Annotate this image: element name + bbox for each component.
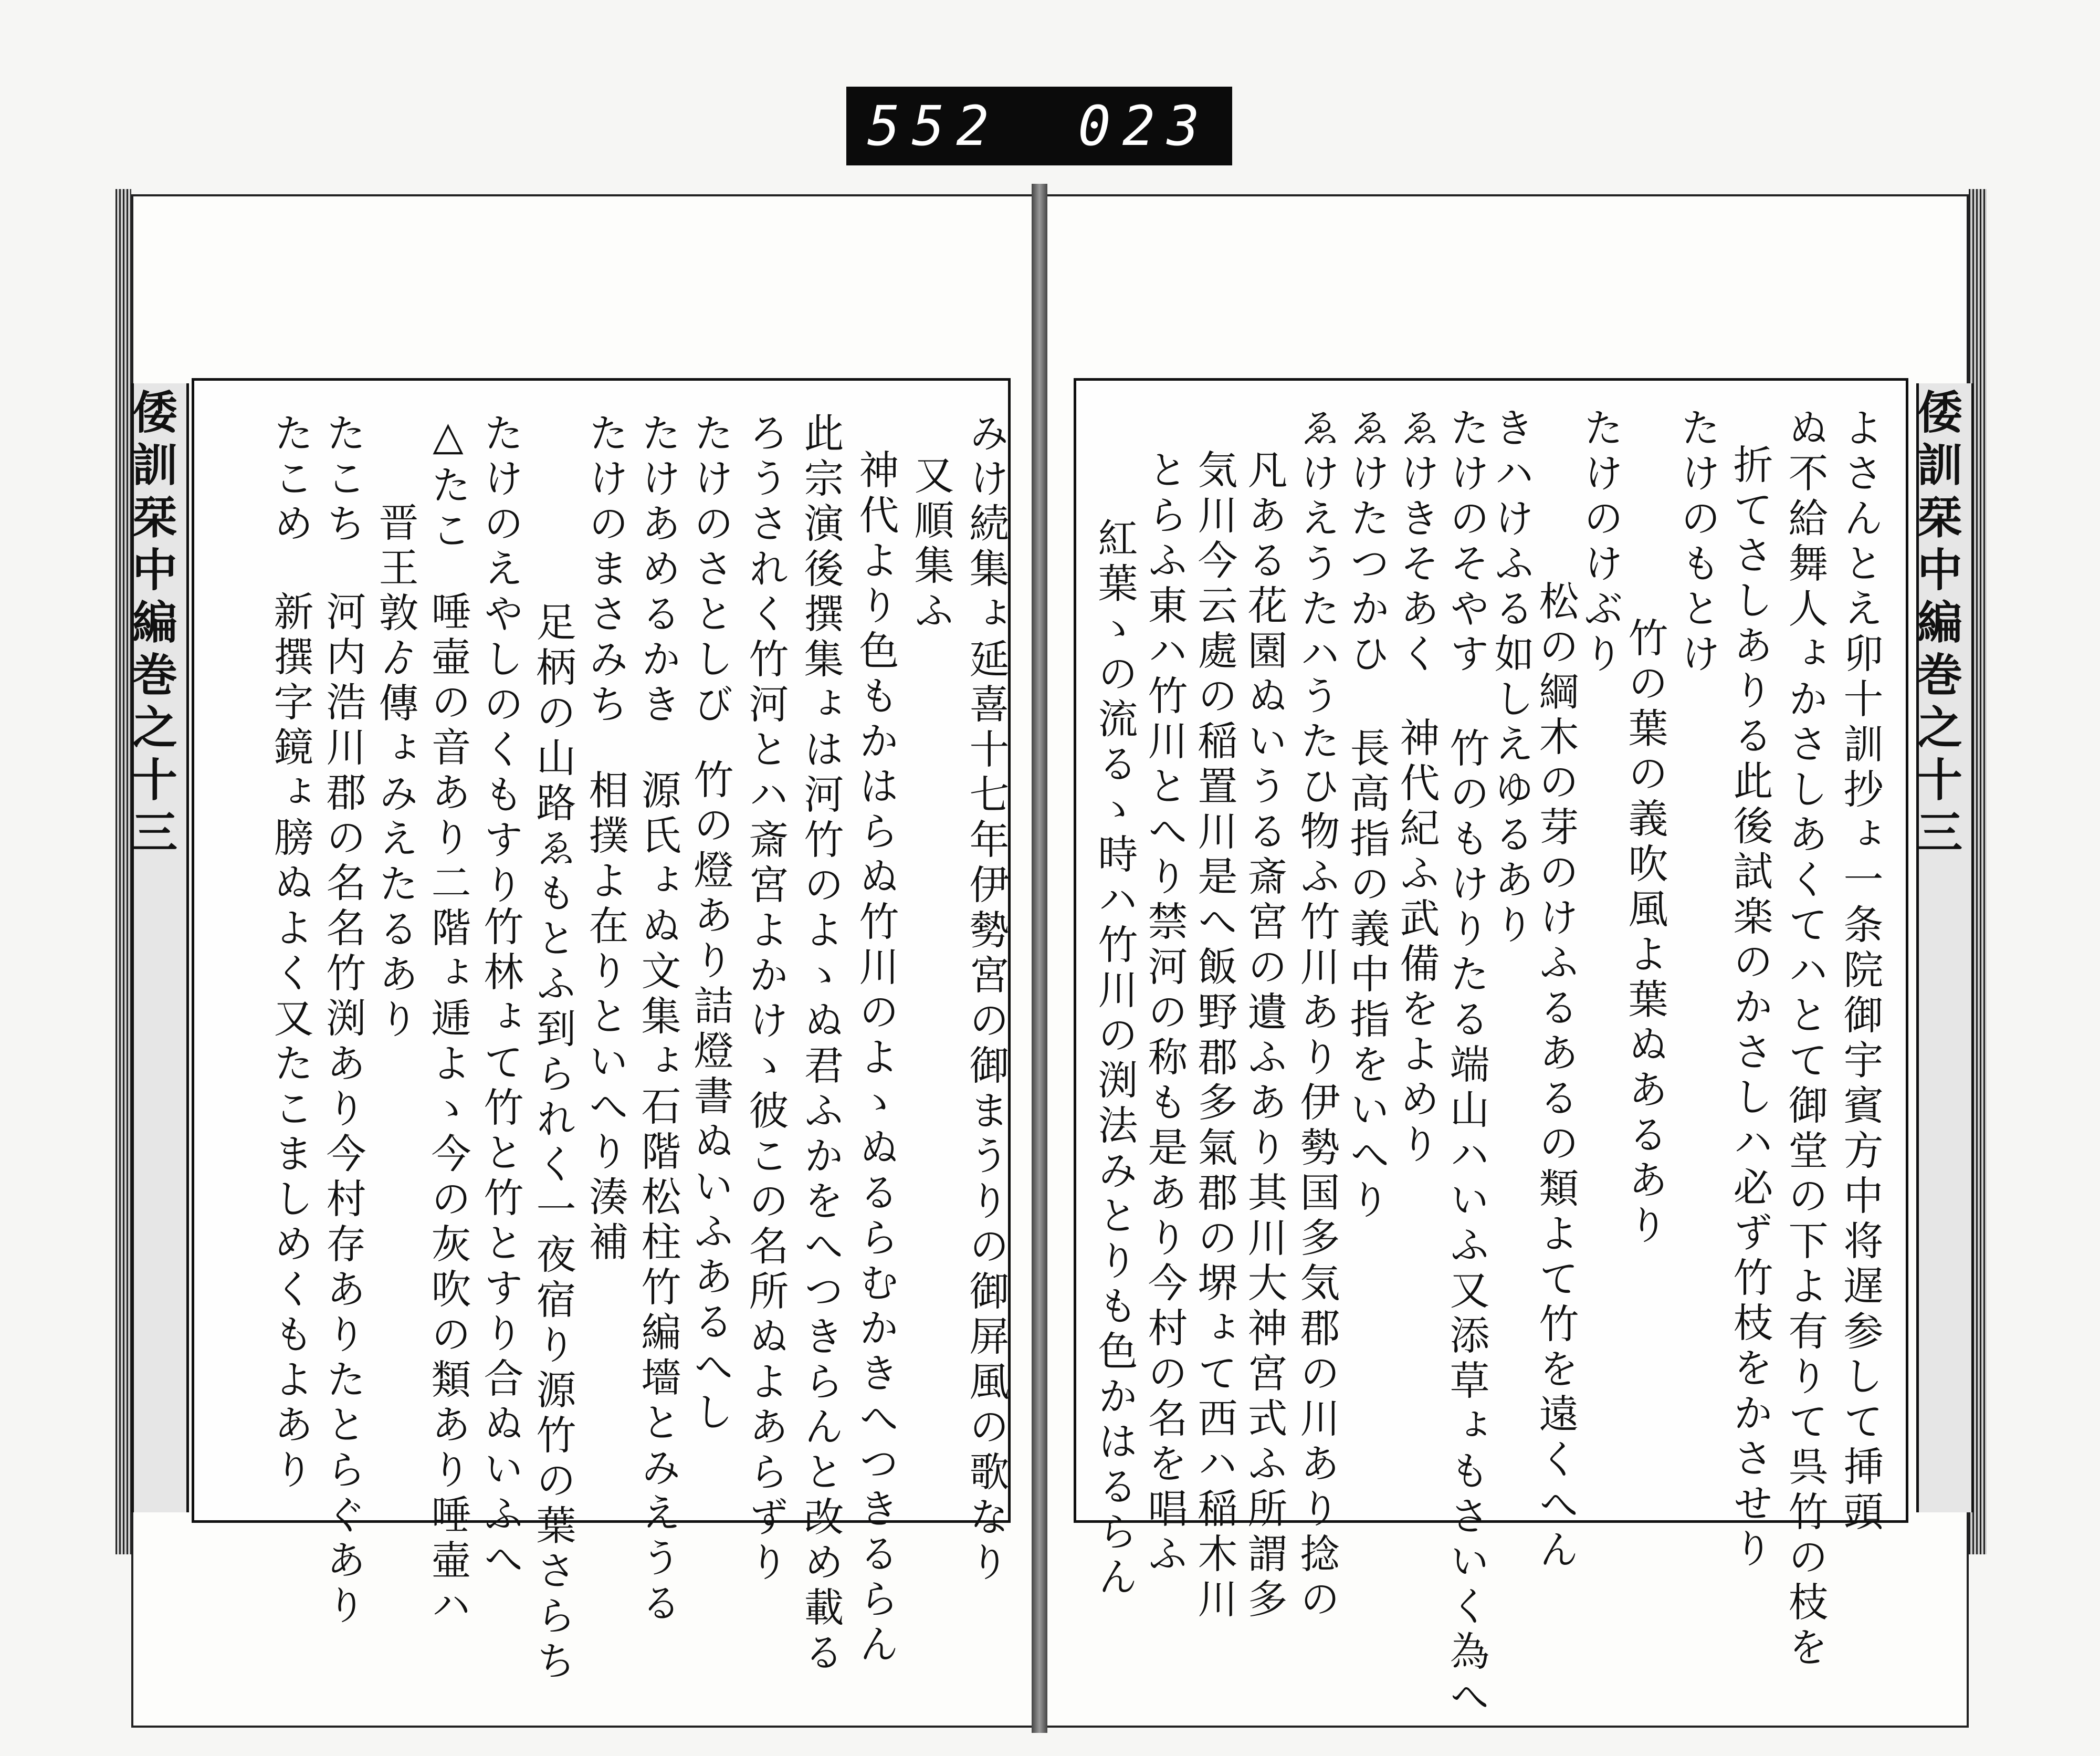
text-column: たけのけぶり — [1577, 407, 1624, 678]
text-column: 凡ある花園ぬいうる斎宮の遺ふあり其川大神宮式ふ所謂多 — [1241, 449, 1288, 1623]
text-column: 竹のもけりたる端山ハいふ又添草ょもさいく為へ — [1443, 727, 1490, 1721]
text-column: ゑけえうたハ — [1294, 407, 1340, 678]
text-column: とらふ東ハ竹川とへり禁河の称も是あり今村の名を唱ふ — [1141, 449, 1188, 1578]
text-column: きハけふる如しえゆるあり — [1488, 407, 1535, 949]
text-column: 又順集ふ — [908, 454, 954, 635]
left-page-title: 倭訓栞中編巻之十三 — [131, 383, 189, 1512]
text-column: 神代紀ふ武備をよめり — [1393, 717, 1440, 1168]
text-column: 竹林ょて竹と竹とすり合ぬいふへ — [477, 906, 524, 1583]
text-column: 河内浩川郡の名名竹渕あり今村存ありたとらぐあり — [320, 591, 366, 1629]
text-column: ゑけきそあく — [1393, 407, 1440, 678]
text-column: うたひ物ふ竹川あり伊勢国多気郡の川あり捻の — [1294, 675, 1340, 1623]
text-column: たけあめるかき — [635, 412, 681, 728]
catalog-label — [846, 87, 1232, 165]
text-column: 松の綱木の芽のけふるあるの類よて竹を遠くへん — [1532, 580, 1579, 1574]
text-column: 唾壷の音あり二階ょ逓よゝ今の灰吹の類あり唾壷ハ — [425, 591, 471, 1629]
text-column: 紅葉ゝの流るゝ時ハ竹川の渕法みとりも色かはるらん — [1091, 517, 1138, 1601]
book-spine — [1032, 184, 1047, 1733]
text-column: たこめ — [267, 412, 314, 548]
text-column: たこち — [320, 412, 366, 548]
text-column: 源氏ょぬ文集ょ石階松柱竹編墻とみえうる — [635, 769, 681, 1627]
text-column: 神代より色もかはらぬ竹川のよゝぬるらむかきへつきるらん — [853, 449, 899, 1668]
text-column: 折てさしありる此後試楽のかさしハ必ず竹枝をかさせり — [1727, 444, 1773, 1573]
text-column: たけのさとしび — [687, 412, 734, 728]
text-column: みけ続集ょ延喜十七年伊勢宮の御まうりの御屏風の歌なり — [963, 412, 1010, 1586]
text-column: たけのまさみち — [582, 412, 629, 728]
text-column: 竹の葉の義吹風よ葉ぬあるあり — [1622, 617, 1668, 1249]
text-column: ぬ不給舞人ょかさしあくてハとて御堂の下よ有りて呉竹の枝を — [1782, 407, 1829, 1671]
text-column: 此宗演後撰集ょは河竹のよゝぬ君ふかをへつきらんと改め載る — [797, 412, 844, 1677]
text-column: ゑけたつかひ — [1343, 407, 1390, 678]
text-column: よさんとえ卯十訓抄ょ一条院御宇賓方中将遅参して挿頭 — [1837, 407, 1884, 1536]
text-column: △たこ — [425, 412, 471, 555]
left-page-frame — [192, 378, 1011, 1685]
right-page-title: 倭訓栞中編巻之十三 — [1916, 383, 1974, 1512]
catalog-number-right: 023 — [1078, 94, 1211, 158]
text-column: 足柄の山路ゑもとふ到られく一夜宿り源竹の葉さらち — [530, 601, 576, 1685]
text-column: 竹の燈あり詰燈書ぬいふあるへし — [687, 759, 734, 1436]
text-column: 晋王敦ゟ傳ょみえたるあり — [372, 501, 419, 1043]
right-page-frame — [1074, 378, 1908, 1721]
text-column: たけのそやす — [1443, 407, 1490, 678]
text-column: ろうされく竹河とハ斎宮よかけゝ彼この名所ぬよあらずり — [742, 412, 789, 1586]
text-column: 長高指の義中指をいへり — [1343, 727, 1390, 1224]
text-column: 気川今云處の稲置川是へ飯野郡多氣郡の堺ょて西ハ稲木川 — [1191, 449, 1238, 1623]
catalog-number-left: 552 — [867, 94, 1001, 158]
text-column: 新撰字鏡ょ膀ぬよく又たこましめくもよあり — [267, 591, 314, 1494]
text-column: たけのもとけ — [1674, 407, 1721, 678]
text-column: たけのえやしのくもすり — [477, 412, 524, 909]
text-column: 相撲よ在りといへり湊補 — [582, 769, 629, 1266]
